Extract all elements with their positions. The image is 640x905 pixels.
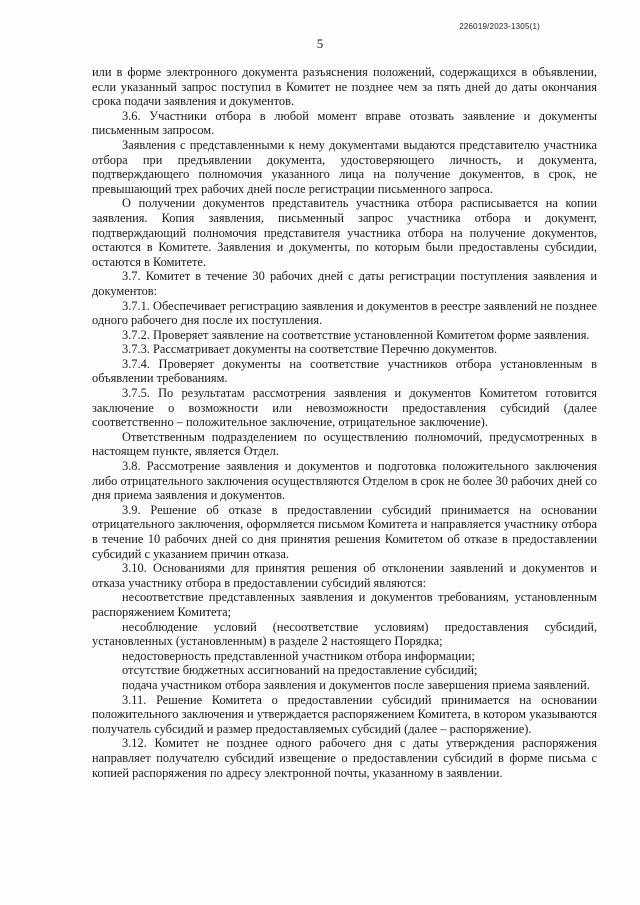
- paragraph-responsible-unit: Ответственным подразделением по осуществлению полномочий, предусмотренных в настоящем пункте, является Отдел.: [92, 429, 597, 459]
- paragraph-3-8: 3.8. Рассмотрение заявления и документов и подготовка положительного заключения либо отрицательного заключения осуществляются Отделом в срок не более 30 рабочих дней со дня приема заявления и документов.: [92, 459, 597, 503]
- list-item-unreliable-info: недостоверность представленной участником отбора информации;: [122, 648, 475, 663]
- list-item-conditions: несоблюдение условий (несоответствие условиям) предоставления субсидий, установленных (установленным) в разделе 2 настоящего Порядка;: [92, 619, 597, 649]
- paragraph-continuation: или в форме электронного документа разъяснения положений, содержащихся в объявлении, если указанный запрос поступил в Комитет не позднее чем за пять дней до даты окончания срока подачи заявления и документов.: [92, 65, 597, 109]
- paragraph-3-6: 3.6. Участники отбора в любой момент вправе отозвать заявление и документы письменным запросом.: [92, 108, 597, 138]
- paragraph-3-6-return: Заявления с представленными к нему документами выдаются представителю участника отбора при предъявлении документа, удостоверяющего личность, и документа, подтверждающего полномочия указанного лица на получение документов, в срок, не превышающий трех рабочих дней после регистрации письменного запроса.: [92, 137, 597, 196]
- document-registration-number: 226019/2023-1305(1): [459, 22, 540, 31]
- paragraph-3-7: 3.7. Комитет в течение 30 рабочих дней с даты регистрации поступления заявления и документов:: [92, 269, 597, 298]
- paragraph-3-7-2: 3.7.2. Проверяет заявление на соответствие установленной Комитетом форме заявления.: [122, 327, 590, 342]
- paragraph-3-9: 3.9. Решение об отказе в предоставлении субсидий принимается на основании отрицательного заключения, оформляется письмом Комитета и направляется участнику отбора в течение 10 рабочих дней со дня принятия решения Комитетом об отказе в предоставлении субсидий с указанием причин отказа.: [92, 502, 597, 561]
- paragraph-3-12: 3.12. Комитет не позднее одного рабочего дня с даты утверждения распоряжения направляет получателю субсидий извещение о предоставлении субсидий в форме письма с копией распоряжения по адресу электронной почты, указанному в заявлении.: [92, 736, 597, 780]
- paragraph-3-7-4: 3.7.4. Проверяет документы на соответствие участников отбора установленным в объявлении требованиям.: [92, 356, 597, 386]
- paragraph-3-11: 3.11. Решение Комитета о предоставлении субсидий принимается на основании положительного заключения и утверждается распоряжением Комитета, в котором указываются получатель субсидий и размер предоставляемых субсидий (далее – распоряжение).: [92, 692, 597, 736]
- paragraph-3-7-3: 3.7.3. Рассматривает документы на соответствие Перечню документов.: [122, 342, 498, 357]
- paragraph-3-6-receipt: О получении документов представитель участника отбора расписывается на копии заявления. Копия заявления, письменный запрос участника отбора и документ, подтверждающий полномочия представителя участника отбора на получение документов, остаются в Комитете. Заявления и документы, по которым были предоставлены субсидии, остаются в Комитете.: [92, 196, 597, 269]
- page-number: 5: [316, 36, 324, 51]
- paragraph-3-7-1: 3.7.1. Обеспечивает регистрацию заявления и документов в реестре заявлений не позднее одного рабочего дня после их поступления.: [92, 298, 597, 328]
- list-item-requirements: несоответствие представленных заявления и документов требованиям, установленным распоряжением Комитета;: [92, 590, 597, 619]
- list-item-late-submission: подача участником отбора заявления и документов после завершения приема заявлений.: [122, 677, 590, 692]
- paragraph-3-10: 3.10. Основаниями для принятия решения об отклонении заявлений и документов и отказа участнику отбора в предоставлении субсидий являются:: [92, 561, 597, 590]
- document-body: [92, 65, 597, 780]
- list-item-no-budget: отсутствие бюджетных ассигнований на предоставление субсидий;: [122, 663, 478, 678]
- paragraph-3-7-5: 3.7.5. По результатам рассмотрения заявления и документов Комитетом готовится заключение о возможности или невозможности предоставления субсидий (далее соответственно – положительное заключение, отрицательное заключение).: [92, 386, 597, 430]
